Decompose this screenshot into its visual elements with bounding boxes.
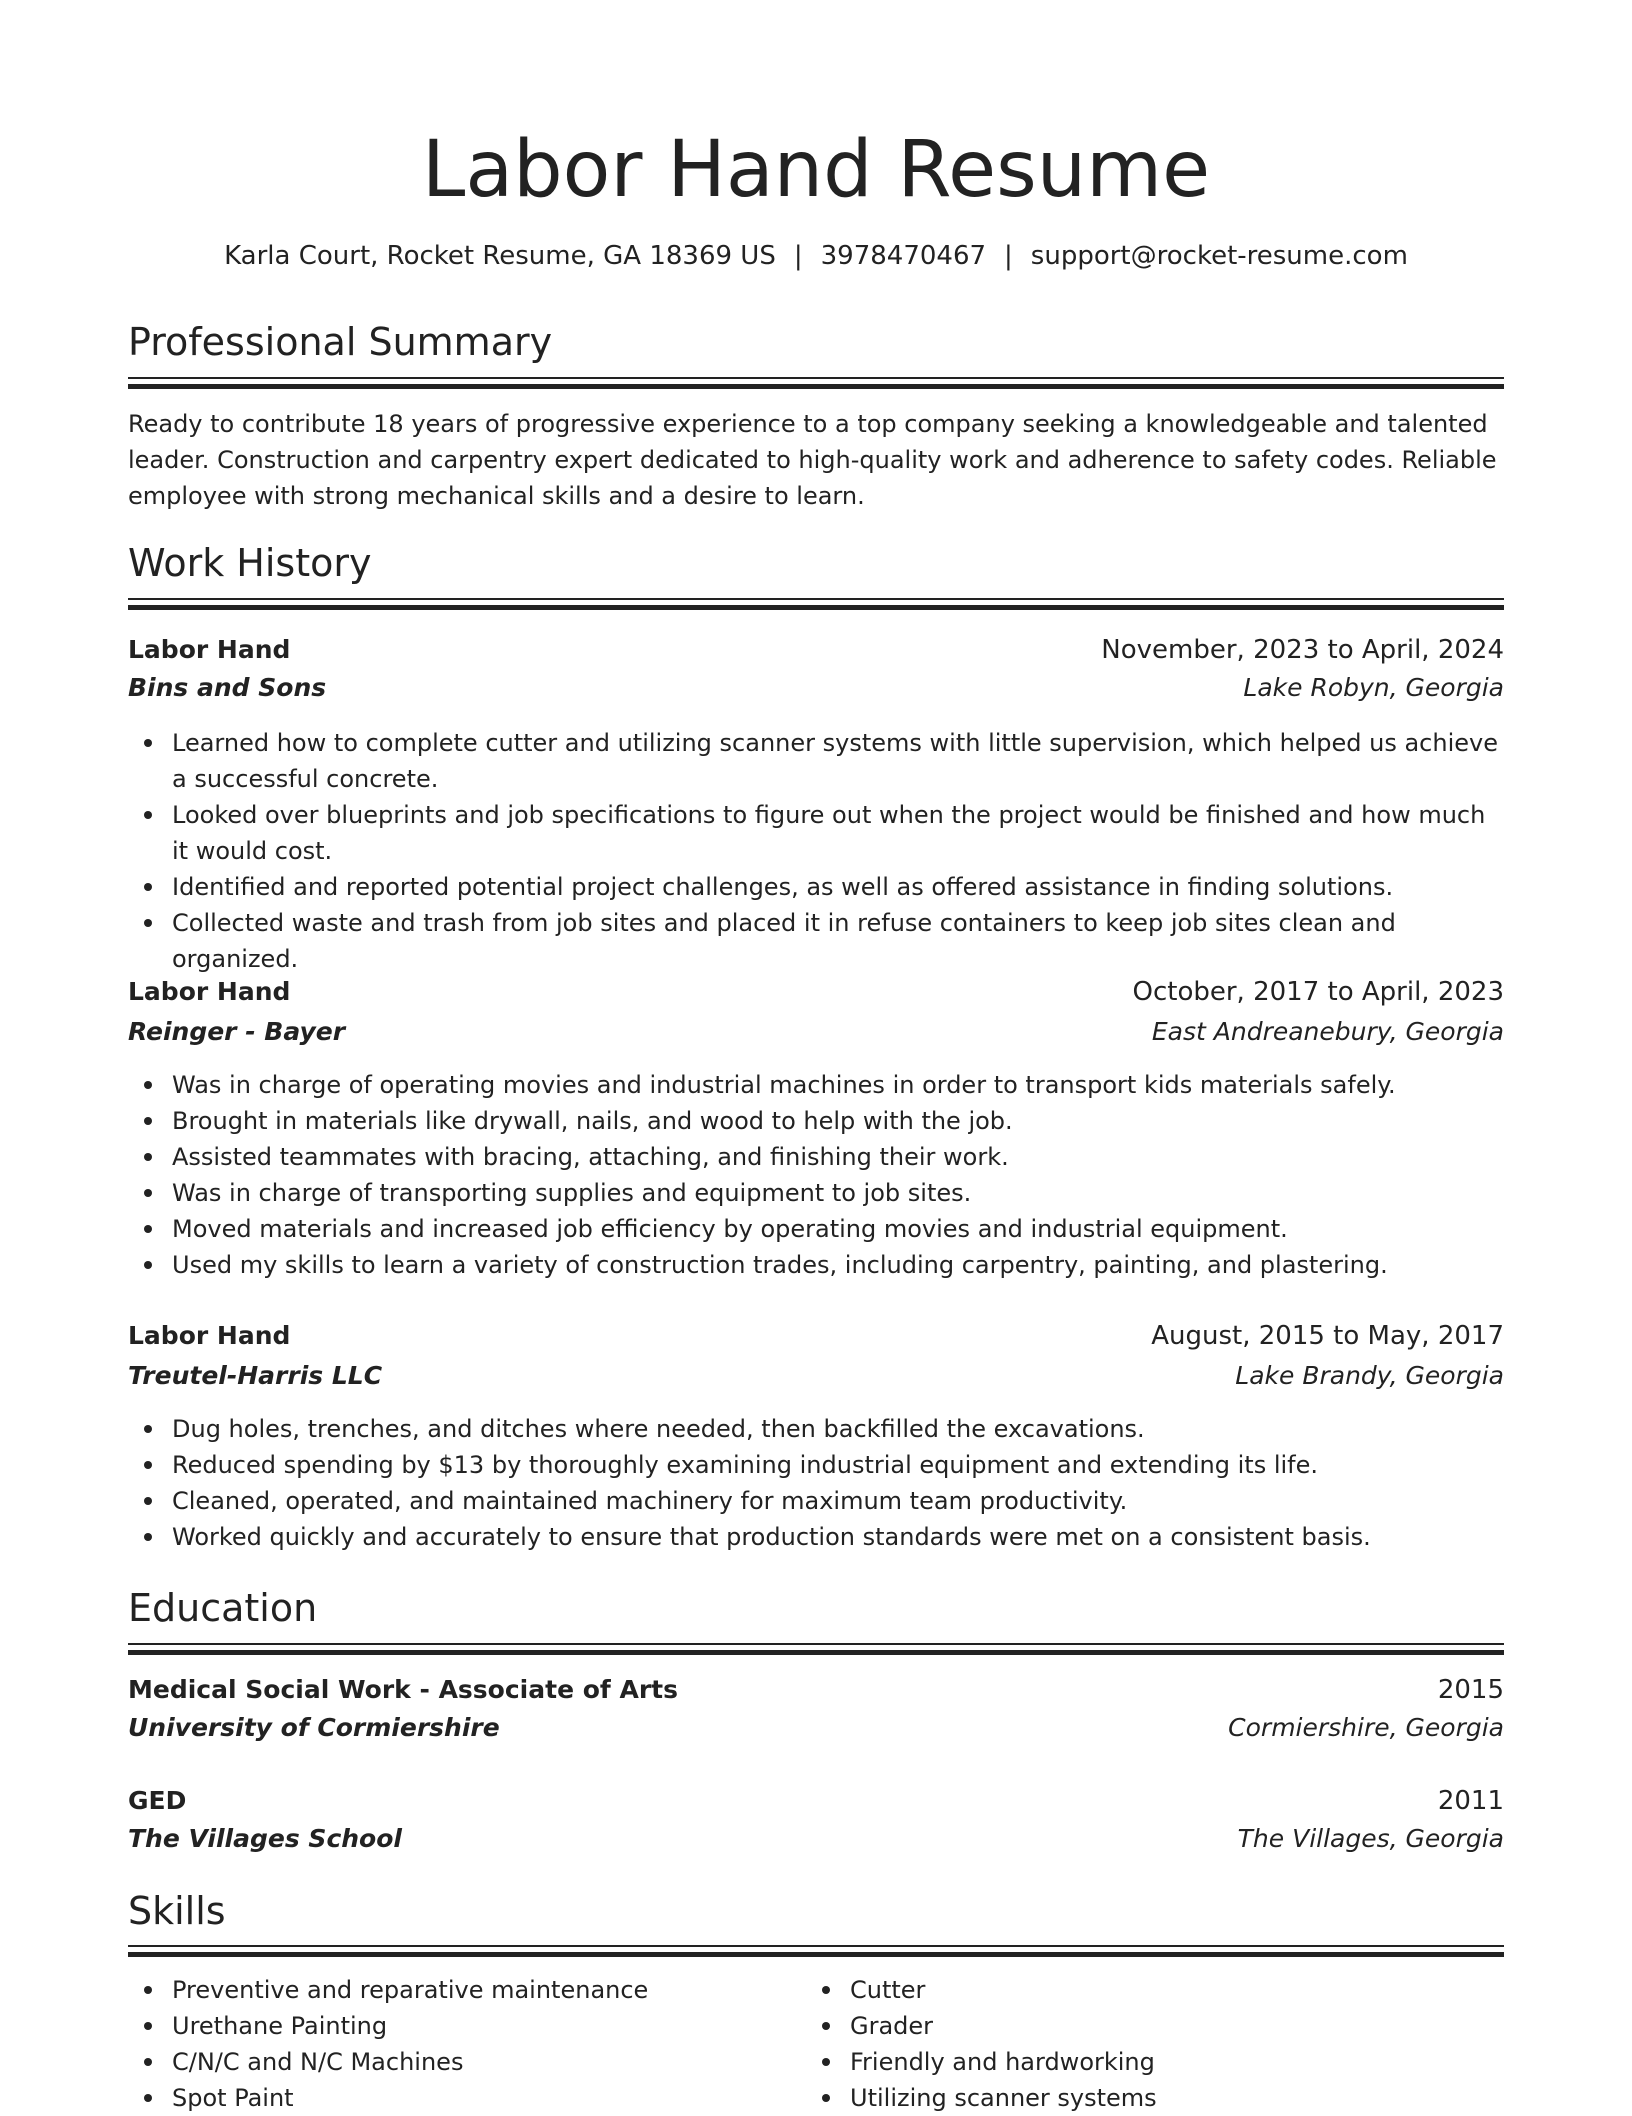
section-divider	[128, 377, 1504, 389]
contact-phone: 3978470467	[820, 241, 987, 271]
section-heading-education: Education	[128, 1586, 318, 1630]
education-location: The Villages, Georgia	[1237, 1824, 1504, 1853]
list-item: Dug holes, trenches, and ditches where needed, then backfilled the excavations.	[128, 1411, 1504, 1447]
education-subheader	[128, 1710, 1504, 1746]
education-school: University of Cormiershire	[128, 1713, 500, 1742]
job-subheader	[128, 670, 1504, 706]
job-header	[128, 974, 1504, 1010]
job-location: Lake Robyn, Georgia	[1243, 673, 1504, 702]
education-degree: GED	[128, 1786, 187, 1815]
section-heading-skills: Skills	[128, 1889, 226, 1933]
contact-email: support@rocket-resume.com	[1030, 241, 1408, 271]
list-item: Reduced spending by $13 by thoroughly examining industrial equipment and extending its life.	[128, 1447, 1504, 1483]
section-heading-summary: Professional Summary	[128, 320, 553, 364]
contact-separator: |	[1004, 241, 1013, 271]
job-dates: October, 2017 to April, 2023	[1132, 977, 1504, 1007]
summary-text: Ready to contribute 18 years of progressive experience to a top company seeking a knowledgeable and talented leader. Construction and carpentry expert dedicated to high-quality work and adherence to safety codes. Reliable employee with strong mechanical skills and a desire to learn.	[128, 410, 1497, 510]
section-divider	[128, 1945, 1504, 1957]
education-header	[128, 1672, 1504, 1708]
job-bullets	[128, 1067, 1504, 1283]
list-item: Collected waste and trash from job sites and placed it in refuse containers to keep job sites clean and organized.	[128, 905, 1504, 977]
list-item: Identified and reported potential project challenges, as well as offered assistance in finding solutions.	[128, 869, 1504, 905]
skill-item: Utilizing scanner systems	[806, 2080, 1632, 2116]
job-location: East Andreanebury, Georgia	[1151, 1017, 1504, 1046]
education-year: 2015	[1437, 1675, 1504, 1705]
section-heading-work-history: Work History	[128, 541, 372, 585]
list-item: Was in charge of operating movies and industrial machines in order to transport kids materials safely.	[128, 1067, 1504, 1103]
job-title: Labor Hand	[128, 1321, 291, 1350]
contact-separator: |	[793, 241, 803, 271]
job-header	[128, 632, 1504, 668]
job-title: Labor Hand	[128, 977, 291, 1006]
job-company: Treutel-Harris LLC	[128, 1361, 383, 1390]
skill-item: Grader	[806, 2008, 1632, 2044]
list-item: Used my skills to learn a variety of construction trades, including carpentry, painting, and plastering.	[128, 1247, 1504, 1283]
job-bullets	[128, 1411, 1504, 1555]
job-header	[128, 1318, 1504, 1354]
list-item: Assisted teammates with bracing, attaching, and finishing their work.	[128, 1139, 1504, 1175]
list-item: Brought in materials like drywall, nails, and wood to help with the job.	[128, 1103, 1504, 1139]
skills-list-right	[806, 1972, 1632, 2116]
list-item: Cleaned, operated, and maintained machinery for maximum team productivity.	[128, 1483, 1504, 1519]
education-subheader	[128, 1821, 1504, 1857]
job-company: Bins and Sons	[128, 673, 327, 702]
education-header	[128, 1783, 1504, 1819]
education-school: The Villages School	[128, 1824, 402, 1853]
education-degree: Medical Social Work - Associate of Arts	[128, 1675, 678, 1704]
contact-address: Karla Court, Rocket Resume, GA 18369 US	[224, 241, 776, 271]
list-item: Learned how to complete cutter and utilizing scanner systems with little supervision, which helped us achieve a successful concrete.	[128, 725, 1504, 797]
job-subheader	[128, 1358, 1504, 1394]
contact-line	[128, 238, 1504, 274]
job-dates: August, 2015 to May, 2017	[1151, 1321, 1504, 1351]
skill-item: Cutter	[806, 1972, 1632, 2008]
skill-item: Spot Paint	[128, 2080, 1504, 2116]
job-bullets	[128, 725, 1504, 977]
resume-title: Labor Hand Resume	[421, 125, 1211, 215]
list-item: Was in charge of transporting supplies and equipment to job sites.	[128, 1175, 1504, 1211]
section-divider	[128, 1643, 1504, 1655]
job-location: Lake Brandy, Georgia	[1235, 1361, 1504, 1390]
job-title: Labor Hand	[128, 635, 291, 664]
section-divider	[128, 598, 1504, 610]
list-item: Looked over blueprints and job specifications to figure out when the project would be finished and how much it would cost.	[128, 797, 1504, 869]
education-location: Cormiershire, Georgia	[1228, 1713, 1504, 1742]
list-item: Moved materials and increased job efficiency by operating movies and industrial equipment.	[128, 1211, 1504, 1247]
job-dates: November, 2023 to April, 2024	[1101, 635, 1504, 665]
skill-item: Preventive and reparative maintenance	[128, 1972, 1504, 2008]
skill-item: Friendly and hardworking	[806, 2044, 1632, 2080]
list-item: Worked quickly and accurately to ensure that production standards were met on a consistent basis.	[128, 1519, 1504, 1555]
skill-item: Urethane Painting	[128, 2008, 1504, 2044]
job-company: Reinger - Bayer	[128, 1017, 346, 1046]
skill-item: C/N/C and N/C Machines	[128, 2044, 1504, 2080]
education-year: 2011	[1437, 1786, 1504, 1816]
job-subheader	[128, 1014, 1504, 1050]
